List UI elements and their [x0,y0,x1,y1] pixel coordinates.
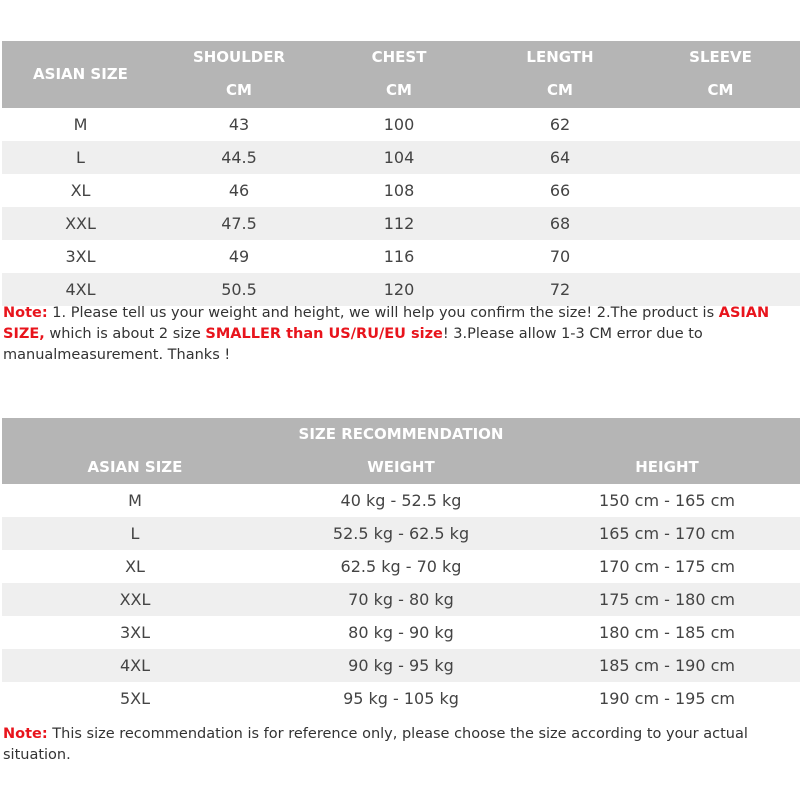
cell-weight: 70 kg - 80 kg [348,590,454,609]
cell-size: M [128,491,142,510]
cell-size: 4XL [119,656,151,675]
header-height: HEIGHT [635,458,699,476]
cell-shoulder: 47.5 [221,214,257,233]
header-length-unit: CM [547,81,573,99]
cell-length: 62 [549,115,571,134]
table-row [2,174,800,207]
cell-length: 66 [549,181,571,200]
table-row [2,550,800,583]
note-text-part1: 1. Please tell us your weight and height, we will help you confirm the size! 2.The product is [47,305,719,321]
cell-shoulder: 50.5 [221,280,257,299]
note-label: Note: [3,726,48,742]
size-chart-table [2,41,800,306]
table-row [2,517,800,550]
cell-size: XL [125,557,145,576]
cell-weight: 95 kg - 105 kg [343,689,459,708]
cell-length: 68 [549,214,571,233]
cell-chest: 116 [383,247,415,266]
table-row [2,583,800,616]
note-text-part3: ! 3.Please allow 1-3 CM error due to manualmeasurement. Thanks ! [3,326,703,363]
size-note [3,303,797,366]
table-row [2,484,800,517]
table-row [2,207,800,240]
size-recommendation-title: SIZE RECOMMENDATION [298,425,504,443]
table-row [2,649,800,682]
cell-size: M [73,115,88,134]
cell-size: XXL [65,214,96,233]
cell-weight: 62.5 kg - 70 kg [340,557,462,576]
note-label: Note: [3,305,48,321]
cell-length: 64 [549,148,571,167]
cell-size: L [130,524,140,543]
note-text-part2: which is about 2 size [44,326,206,342]
size-recommendation-table [2,418,800,715]
cell-size: 5XL [119,689,151,708]
header-sleeve: SLEEVE [689,48,752,66]
table-row [2,682,800,715]
cell-weight: 52.5 kg - 62.5 kg [332,524,470,543]
table-row [2,240,800,273]
cell-height: 165 cm - 170 cm [599,524,735,543]
cell-size: XL [70,181,91,200]
cell-shoulder: 49 [228,247,250,266]
note-highlight-asian-size: ASIAN SIZE, [3,305,770,342]
cell-height: 180 cm - 185 cm [599,623,735,642]
cell-height: 150 cm - 165 cm [599,491,735,510]
header-asian-size: ASIAN SIZE [33,65,128,83]
cell-chest: 104 [383,148,415,167]
header-chest-unit: CM [386,81,412,99]
cell-size: 3XL [119,623,151,642]
cell-size: XXL [119,590,151,609]
header-sleeve-unit: CM [707,81,734,99]
header-asian-size: ASIAN SIZE [87,458,183,476]
size-chart-header [2,41,800,108]
note-text: This size recommendation is for reference only, please choose the size according to your actual situation. [3,726,748,763]
cell-shoulder: 43 [228,115,250,134]
note-highlight-smaller: SMALLER than US/RU/EU size [205,326,443,342]
header-shoulder-unit: CM [226,81,252,99]
table-row [2,108,800,141]
recommendation-note [3,724,797,766]
cell-chest: 112 [383,214,415,233]
cell-weight: 90 kg - 95 kg [348,656,454,675]
cell-length: 72 [549,280,571,299]
cell-chest: 120 [383,280,415,299]
cell-size: 4XL [65,280,96,299]
header-weight: WEIGHT [367,458,435,476]
cell-length: 70 [549,247,571,266]
size-recommendation-header [2,418,800,484]
header-chest: CHEST [371,48,427,66]
table-row [2,616,800,649]
cell-size: 3XL [65,247,96,266]
header-shoulder: SHOULDER [192,48,286,66]
cell-weight: 80 kg - 90 kg [348,623,454,642]
cell-weight: 40 kg - 52.5 kg [340,491,462,510]
cell-size: L [76,148,85,167]
cell-chest: 100 [383,115,415,134]
cell-shoulder: 44.5 [221,148,257,167]
cell-height: 170 cm - 175 cm [599,557,735,576]
table-row [2,273,800,306]
cell-chest: 108 [383,181,415,200]
cell-height: 175 cm - 180 cm [599,590,735,609]
cell-height: 185 cm - 190 cm [599,656,735,675]
table-row [2,141,800,174]
cell-height: 190 cm - 195 cm [599,689,735,708]
cell-shoulder: 46 [228,181,250,200]
header-length: LENGTH [526,48,594,66]
